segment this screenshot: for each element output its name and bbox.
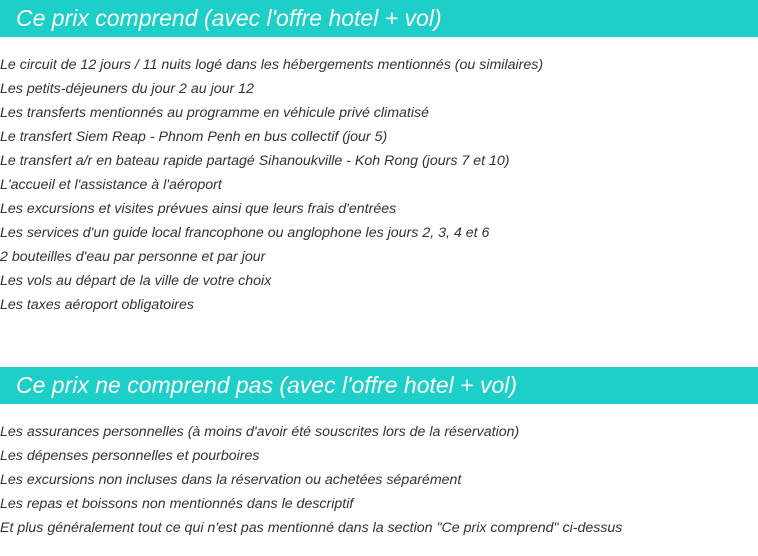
- includes-list-item: Les vols au départ de la ville de votre choix: [0, 273, 272, 289]
- excludes-list-item: Les excursions non incluses dans la réservation ou achetées séparément: [0, 472, 462, 488]
- excludes-list-item: Les repas et boissons non mentionnés dans le descriptif: [0, 496, 354, 512]
- excludes-list-item: Les assurances personnelles (à moins d'avoir été souscrites lors de la réservation): [0, 424, 520, 440]
- includes-list-item: Les taxes aéroport obligatoires: [0, 297, 195, 313]
- includes-list: [0, 53, 543, 317]
- excludes-list: [0, 420, 622, 540]
- includes-list-item: L'accueil et l'assistance à l'aéroport: [0, 177, 222, 193]
- includes-list-item: Les excursions et visites prévues ainsi que leurs frais d'entrées: [0, 201, 397, 217]
- includes-list-item: Le transfert a/r en bateau rapide partagé Sihanoukville - Koh Rong (jours 7 et 10): [0, 153, 510, 169]
- includes-list-item: Les transferts mentionnés au programme en véhicule privé climatisé: [0, 105, 429, 121]
- includes-list-item: Le circuit de 12 jours / 11 nuits logé dans les hébergements mentionnés (ou similaires): [0, 57, 544, 73]
- includes-list-item: Les services d'un guide local francophone ou anglophone les jours 2, 3, 4 et 6: [0, 225, 490, 241]
- excludes-list-item: Et plus généralement tout ce qui n'est pas mentionné dans la section "Ce prix comprend" ci-dessus: [0, 520, 623, 536]
- includes-list-item: Le transfert Siem Reap - Phnom Penh en bus collectif (jour 5): [0, 129, 388, 145]
- excludes-list-item: Les dépenses personnelles et pourboires: [0, 448, 260, 464]
- includes-list-item: 2 bouteilles d'eau par personne et par jour: [0, 249, 266, 265]
- excludes-section-title: Ce prix ne comprend pas (avec l'offre hotel + vol): [0, 367, 758, 404]
- includes-list-item: Les petits-déjeuners du jour 2 au jour 12: [0, 81, 254, 97]
- includes-section-title: Ce prix comprend (avec l'offre hotel + vol): [0, 0, 758, 37]
